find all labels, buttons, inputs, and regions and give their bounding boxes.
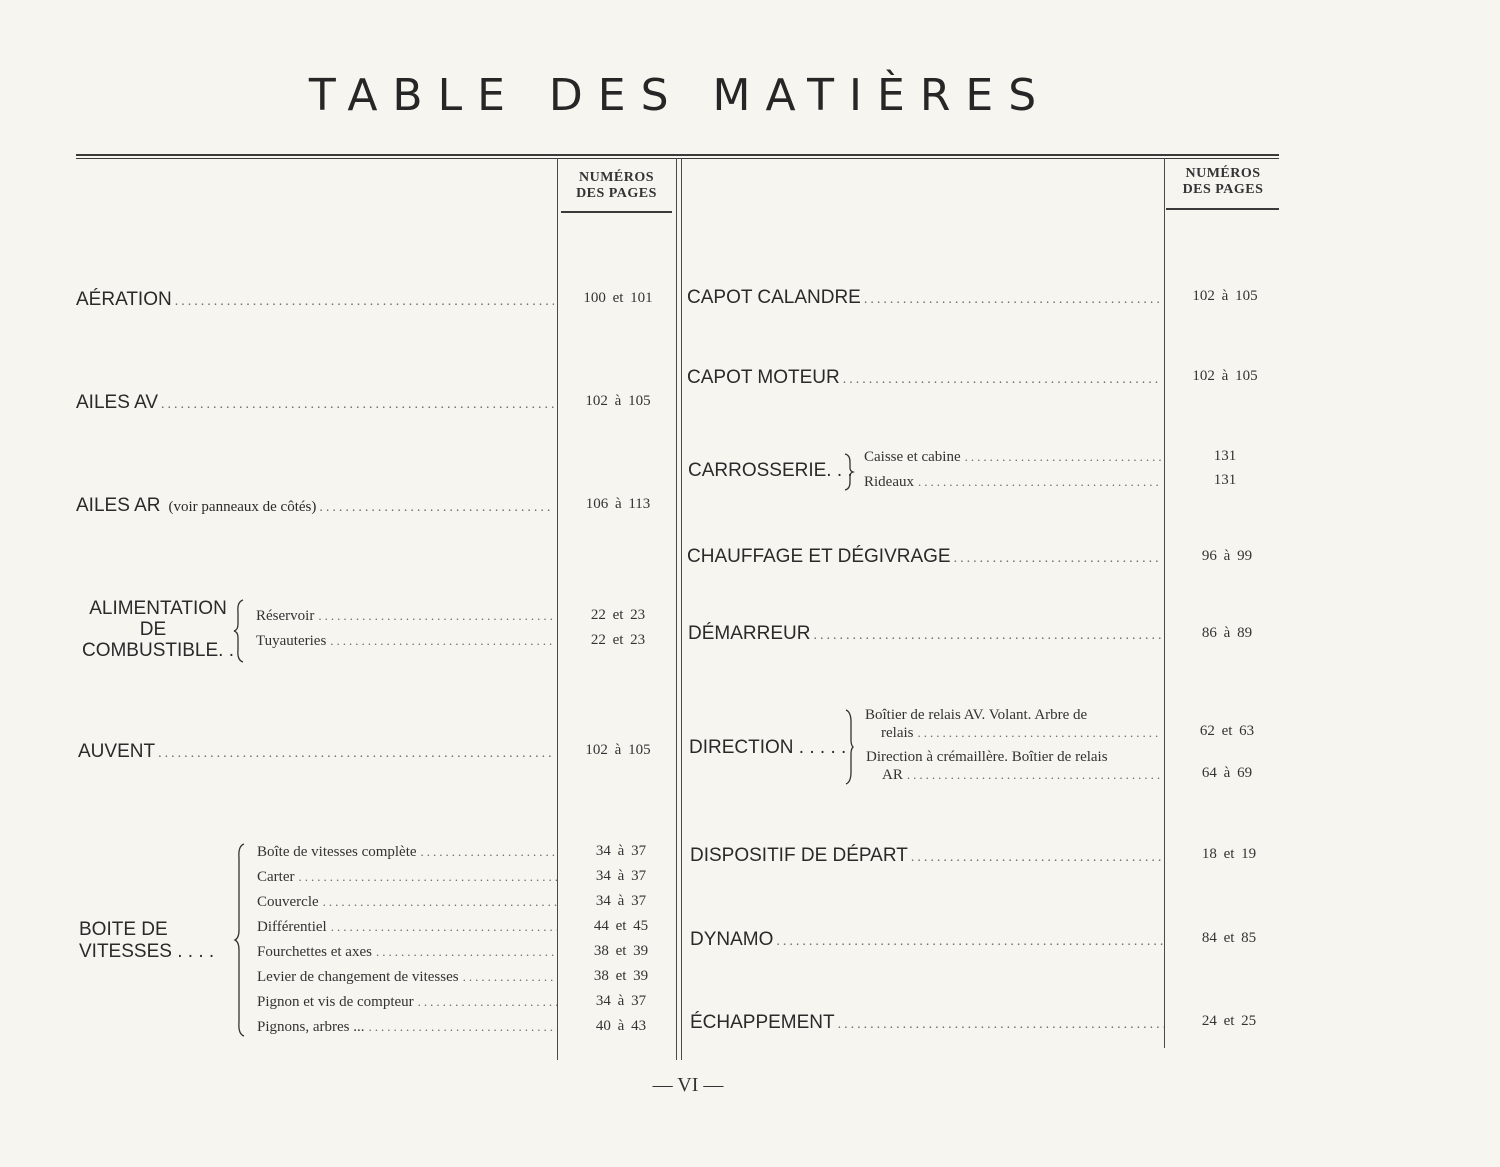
boite-item-4 <box>257 919 557 936</box>
boite-item-6 <box>257 969 557 986</box>
left-header-underline <box>561 211 672 213</box>
direction-item-2-l2-label: AR <box>882 767 903 783</box>
boite-item-3-label: Couvercle <box>257 894 319 910</box>
direction-brace-icon <box>843 708 855 786</box>
boite-item-8 <box>257 1019 557 1036</box>
entry-dispositif <box>690 845 1164 867</box>
entry-dispositif-label: DISPOSITIF DE DÉPART <box>690 845 908 866</box>
boite-item-7-pages: 34 à 37 <box>595 993 647 1009</box>
entry-capot-calandre <box>687 287 1161 309</box>
page-title: TABLE DES MATIÈRES <box>308 70 1052 121</box>
entry-capot-calandre-pages: 102 à 105 <box>1192 288 1258 304</box>
right-pages-header-text: NUMÉROS DES PAGES <box>1182 166 1264 197</box>
left-pages-header-text: NUMÉROS DES PAGES <box>576 170 657 201</box>
entry-aeration-pages: 100 et 101 <box>583 290 653 306</box>
boite-item-5-label: Fourchettes et axes <box>257 944 372 960</box>
entry-capot-moteur-pages: 102 à 105 <box>1192 368 1258 384</box>
boite-item-3-pages: 34 à 37 <box>595 893 647 909</box>
boite-label-l1: BOITE DE <box>79 919 168 940</box>
entry-echappement <box>690 1012 1164 1034</box>
boite-item-8-label: Pignons, arbres ... <box>257 1019 365 1035</box>
boite-item-6-label: Levier de changement de vitesses <box>257 969 459 985</box>
entry-capot-moteur <box>687 367 1161 389</box>
center-rule <box>681 158 682 1060</box>
left-pages-column-rule-left <box>557 158 558 1060</box>
direction-item-1-l2 <box>881 725 1162 742</box>
entry-demarreur-label: DÉMARREUR <box>688 623 811 644</box>
entry-ailes-ar-label: AILES AR <box>76 495 161 516</box>
entry-demarreur <box>688 623 1162 645</box>
top-rule <box>76 154 1279 156</box>
entry-ailes-ar-note: (voir panneaux de côtés) <box>168 499 317 515</box>
entry-dynamo <box>690 929 1164 951</box>
boite-item-7-label: Pignon et vis de compteur <box>257 994 414 1010</box>
entry-ailes-av-label: AILES AV <box>76 392 159 413</box>
page-number: — VI — <box>652 1074 724 1096</box>
entry-dynamo-label: DYNAMO <box>690 929 774 950</box>
entry-chauffage-label: CHAUFFAGE ET DÉGIVRAGE <box>687 546 951 567</box>
entry-auvent <box>78 741 554 763</box>
boite-label <box>79 919 239 963</box>
carrosserie-item-2-label: Rideaux <box>864 474 914 490</box>
boite-item-4-pages: 44 et 45 <box>593 918 649 934</box>
alimentation-item-2-label: Tuyauteries <box>256 633 327 649</box>
top-rule-thin <box>76 158 1279 159</box>
right-pages-column-rule <box>1164 158 1165 1048</box>
entry-echappement-pages: 24 et 25 <box>1201 1013 1257 1029</box>
boite-item-2-pages: 34 à 37 <box>595 868 647 884</box>
boite-item-1 <box>257 844 557 861</box>
entry-demarreur-pages: 86 à 89 <box>1201 625 1253 641</box>
boite-item-8-pages: 40 à 43 <box>595 1018 647 1034</box>
entry-capot-calandre-label: CAPOT CALANDRE <box>687 287 861 308</box>
entry-aeration <box>76 289 554 311</box>
alimentation-label <box>78 598 238 661</box>
entry-ailes-av <box>76 392 554 414</box>
direction-item-2-l2 <box>882 767 1162 784</box>
boite-item-2-label: Carter <box>257 869 295 885</box>
entry-dispositif-pages: 18 et 19 <box>1201 846 1257 862</box>
entry-ailes-ar-pages: 106 à 113 <box>585 496 651 512</box>
alimentation-item-1 <box>256 608 555 625</box>
entry-ailes-ar <box>76 495 554 517</box>
carrosserie-item-1 <box>864 449 1162 466</box>
entry-echappement-label: ÉCHAPPEMENT <box>690 1012 835 1033</box>
alimentation-item-2-pages: 22 et 23 <box>590 632 646 648</box>
entry-auvent-pages: 102 à 105 <box>585 742 651 758</box>
entry-auvent-label: AUVENT <box>78 741 156 762</box>
entry-dynamo-pages: 84 et 85 <box>1201 930 1257 946</box>
boite-item-2 <box>257 869 557 886</box>
entry-chauffage <box>687 546 1161 568</box>
left-pages-header <box>560 170 673 202</box>
entry-aeration-label: AÉRATION <box>76 289 172 310</box>
boite-item-7 <box>257 994 557 1011</box>
carrosserie-item-2 <box>864 474 1162 491</box>
boite-item-4-label: Différentiel <box>257 919 327 935</box>
right-header-underline <box>1166 208 1279 210</box>
direction-item-1-l1: Boîtier de relais AV. Volant. Arbre de <box>865 707 1088 723</box>
boite-item-5 <box>257 944 557 961</box>
alimentation-item-1-pages: 22 et 23 <box>590 607 646 623</box>
alimentation-label-l2: DE <box>139 619 167 640</box>
direction-item-1-pages: 62 et 63 <box>1199 723 1255 739</box>
boite-item-6-pages: 38 et 39 <box>593 968 649 984</box>
boite-item-5-pages: 38 et 39 <box>593 943 649 959</box>
boite-item-3 <box>257 894 557 911</box>
alimentation-item-2 <box>256 633 555 650</box>
carrosserie-item-1-pages: 131 <box>1213 448 1237 464</box>
left-pages-column-rule-right <box>676 158 677 1060</box>
carrosserie-brace-icon <box>843 452 855 492</box>
entry-ailes-av-pages: 102 à 105 <box>585 393 651 409</box>
alimentation-item-1-label: Réservoir <box>256 608 315 624</box>
direction-item-1-l2-label: relais <box>881 725 914 741</box>
carrosserie-item-1-label: Caisse et cabine <box>864 449 961 465</box>
carrosserie-item-2-pages: 131 <box>1213 472 1237 488</box>
boite-label-l2: VITESSES . . . . <box>79 941 215 962</box>
boite-item-1-pages: 34 à 37 <box>595 843 647 859</box>
boite-item-1-label: Boîte de vitesses complète <box>257 844 417 860</box>
entry-capot-moteur-label: CAPOT MOTEUR <box>687 367 840 388</box>
direction-item-2-pages: 64 à 69 <box>1201 765 1253 781</box>
alimentation-label-l3: COMBUSTIBLE. . <box>81 640 235 661</box>
right-pages-header <box>1168 166 1278 198</box>
direction-label: DIRECTION . . . . . <box>689 737 847 758</box>
carrosserie-label: CARROSSERIE. . . <box>688 460 853 481</box>
direction-item-2-l1: Direction à crémaillère. Boîtier de relais <box>866 749 1108 765</box>
alimentation-brace-icon <box>232 598 246 664</box>
entry-chauffage-pages: 96 à 99 <box>1201 548 1253 564</box>
boite-brace-icon <box>233 842 247 1038</box>
alimentation-label-l1: ALIMENTATION <box>89 598 227 619</box>
